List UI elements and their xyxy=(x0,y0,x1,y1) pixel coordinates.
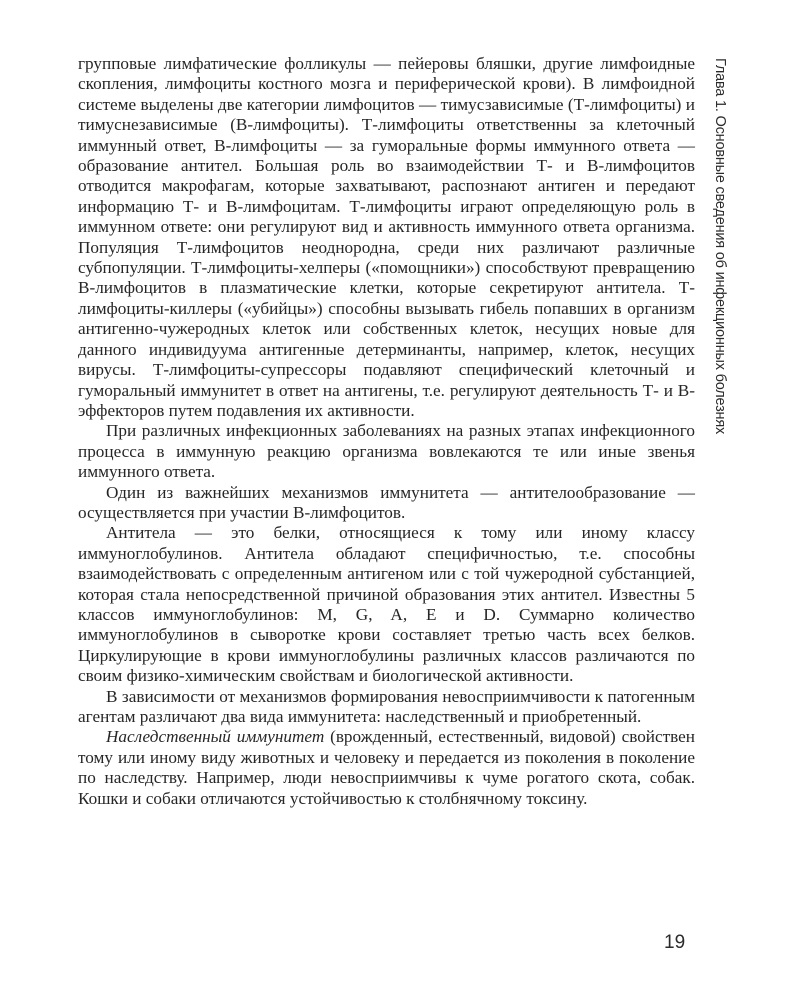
paragraph-antibodies: Антитела — это белки, относящиеся к тому или иному классу иммуноглобулинов. Антитела обладают специфичностью, т.е. способны взаимодействовать с определенным антигеном или с той чужеродной субстанцией, которая стала непосредственной причиной образования этих антител. Известны 5 классов иммуноглобулинов: M, G, A, E и D. Суммарно количество иммуноглобулинов в сыворотке крови составляет третью часть всех белков. Циркулирующие в крови иммуноглобулины различных классов различаются по своим физико-химическим свойствам и биологической активности. xyxy=(78,523,695,686)
page-body xyxy=(78,54,695,809)
term-hereditary-immunity: Наследственный иммунитет xyxy=(106,727,325,747)
running-head: Глава 1. Основные сведения об инфекционных болезнях xyxy=(712,58,728,435)
paragraph-hereditary-immunity-text: (врожденный, естественный, видовой) свойствен тому или иному виду животных и человеку и передается из поколения в поколение по наследству. Например, люди невосприимчивы к чуме рогатого скота, собак. Кошки и собаки отличаются устойчивостью к столбнячному токсину. xyxy=(78,727,695,808)
paragraph-antibody-formation: Один из важнейших механизмов иммунитета — антителообразование — осуществляется при участии В-лимфоцитов. xyxy=(78,482,695,522)
paragraph-hereditary-immunity xyxy=(78,727,695,809)
paragraph-immunity-types: В зависимости от механизмов формирования невосприимчивости к патогенным агентам различают два вида иммунитета: наследственный и приобретенный. xyxy=(78,686,695,726)
paragraph-lymphocytes: групповые лимфатические фолликулы — пейеровы бляшки, другие лимфоидные скопления, лимфоциты костного мозга и периферической крови). В лимфоидной системе выделены две категории лимфоцитов — тимусзависимые (Т-лимфоциты) и тимуснезависимые (В-лимфоциты). Т-лимфоциты ответственны за клеточный иммунный ответ, В-лимфоциты — за гуморальные формы иммунного ответа — образование антител. Большая роль во взаимодействии Т- и В-лимфоцитов отводится макрофагам, которые захватывают, распознают антиген и передают информацию Т- и В-лимфоцитам. Т-лимфоциты играют определяющую роль в иммунном ответе: они регулируют вид и активность иммунного ответа организма. Популяция Т-лимфоцитов неоднородна, среди них различают различные субпопуляции. Т-лимфоциты-хелперы («помощники») способствуют превращению В-лимфоцитов в плазматические клетки, которые секретируют антитела. Т-лимфоциты-киллеры («убийцы») способны вызывать гибель попавших в организм антигенно-чужеродных клеток или собственных клеток, несущих новые для данного индивидуума антигенные детерминанты, например, клеток, несущих вирусы. Т-лимфоциты-супрессоры подавляют специфический клеточный и гуморальный иммунитет в ответ на антигены, т.е. регулируют деятельность Т- и В-эффекторов путем подавления их активности. xyxy=(78,54,695,420)
page-number: 19 xyxy=(664,932,686,953)
paragraph-immune-response: При различных инфекционных заболеваниях на разных этапах инфекционного процесса в иммунную реакцию организма вовлекаются те или иные звенья иммунного ответа. xyxy=(78,421,695,482)
